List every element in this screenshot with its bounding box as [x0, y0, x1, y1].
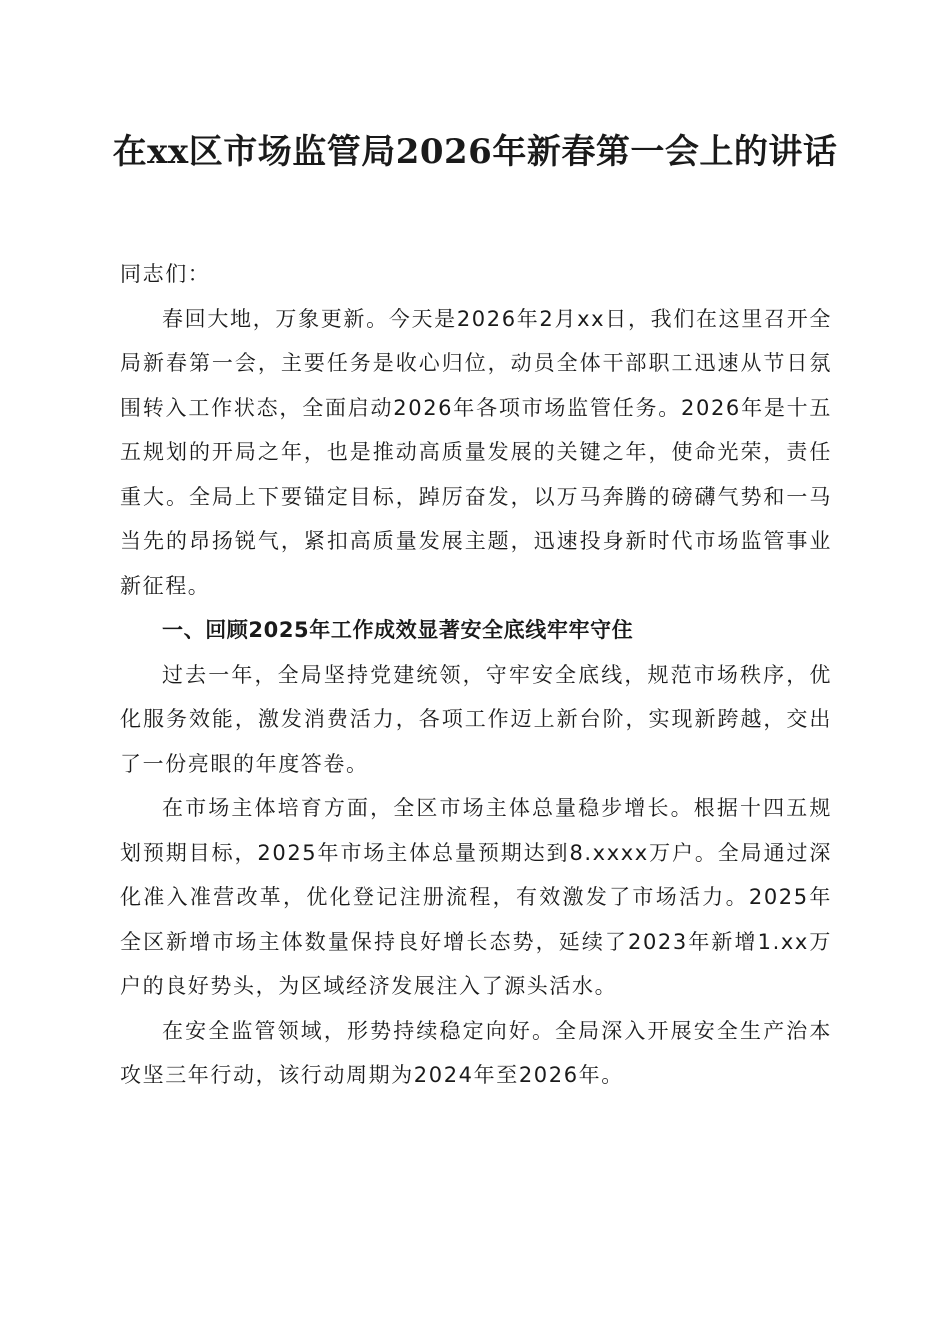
section-heading-1: 一、回顾2025年工作成效显著安全底线牢牢守住 — [162, 618, 634, 642]
salutation: 同志们： — [120, 262, 211, 286]
paragraph-opening: 春回大地，万象更新。今天是2026年2月xx日，我们在这里召开全局新春第一会，主要任务是收心归位，动员全体干部职工迅速从节日氛围转入工作状态，全面启动2026年各项市场监管任务。2026年是十五五规划的开局之年，也是推动高质量发展的关键之年，使命光荣，责任重大。全局上下要锚定目标，踔厉奋发，以万马奔腾的磅礴气势和一马当先的昂扬锐气，紧扣高质量发展主题，迅速投身新时代市场监管事业新征程。 — [120, 306, 832, 598]
document-body — [120, 252, 832, 1098]
document-title: 在xx区市场监管局2026年新春第一会上的讲话 — [112, 132, 838, 172]
paragraph-market-entities: 在市场主体培育方面，全区市场主体总量稳步增长。根据十四五规划预期目标，2025年市场主体总量预期达到8.xxxx万户。全局通过深化准入准营改革，优化登记注册流程，有效激发了市场活力。2025年全区新增市场主体数量保持良好增长态势，延续了2023年新增1.xx万户的良好势头，为区域经济发展注入了源头活水。 — [120, 796, 832, 998]
paragraph-review-summary: 过去一年，全局坚持党建统领，守牢安全底线，规范市场秩序，优化服务效能，激发消费活力，各项工作迈上新台阶，实现新跨越，交出了一份亮眼的年度答卷。 — [120, 662, 832, 776]
paragraph-safety-supervision: 在安全监管领域，形势持续稳定向好。全局深入开展安全生产治本攻坚三年行动，该行动周期为2024年至2026年。 — [120, 1018, 832, 1087]
